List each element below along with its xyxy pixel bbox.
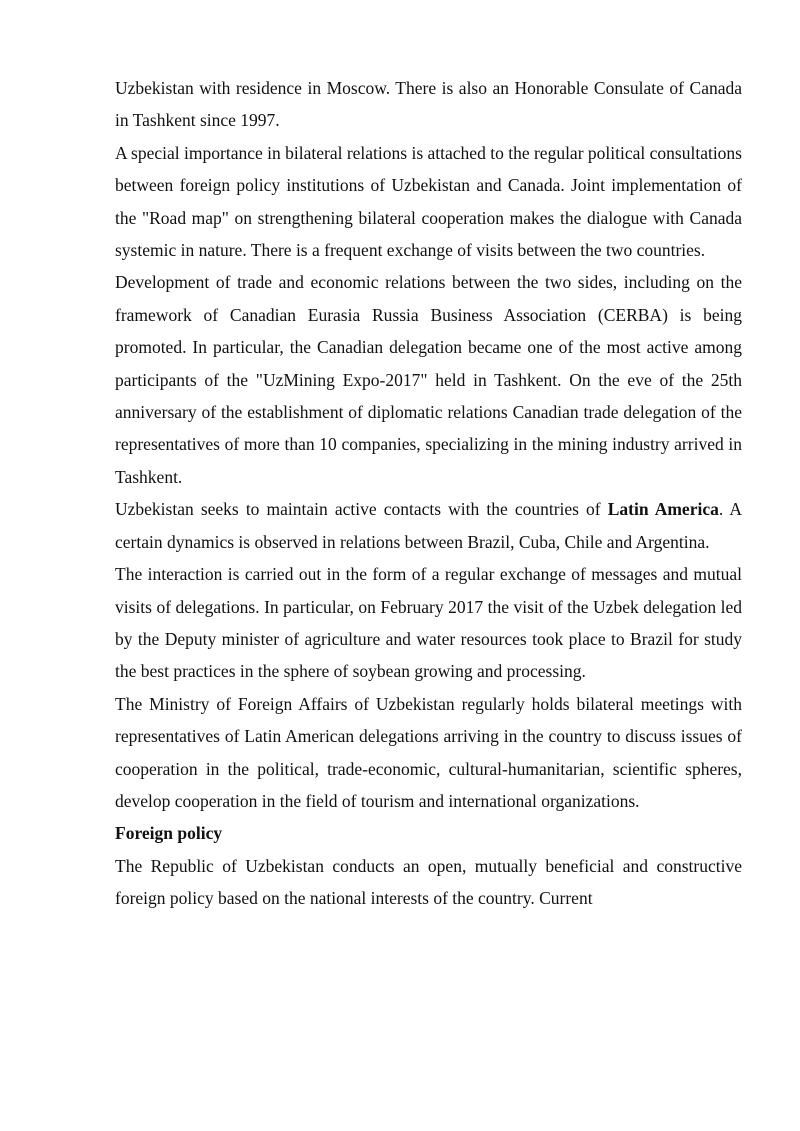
paragraph-political-consultations: A special importance in bilateral relations is attached to the regular political consultations between foreign policy institutions of Uzbekistan and Canada. Joint implementation of the "Road map" on strengthening bilateral cooperation makes the dialogue with Canada systemic in nature. There is a frequent exchange of visits between the two countries. (115, 142, 742, 261)
paragraph-latin-america (115, 493, 742, 558)
document-page (115, 72, 742, 915)
latin-america-rest: . A certain dynamics is observed in relations between Brazil, Cuba, Chile and Argentina. (115, 499, 742, 552)
paragraph-trade-relations: Development of trade and economic relations between the two sides, including on the framework of Canadian Eurasia Russia Business Association (CERBA) is being promoted. In particular, the Canadian delegation became one of the most active among participants of the "UzMining Expo-2017" held in Tashkent. On the eve of the 25th anniversary of the establishment of diplomatic relations Canadian trade delegation of the representatives of more than 10 companies, specializing in the mining industry arrived in Tashkent. (115, 272, 742, 487)
section-heading-foreign-policy: Foreign policy (115, 823, 223, 844)
paragraph-foreign-policy: The Republic of Uzbekistan conducts an open, mutually beneficial and constructive foreign policy based on the national interests of the country. Current (115, 855, 742, 909)
paragraph-canada-consulate: Uzbekistan with residence in Moscow. There is also an Honorable Consulate of Canada in Tashkent since 1997. (115, 78, 742, 131)
paragraph-mfa-meetings: The Ministry of Foreign Affairs of Uzbekistan regularly holds bilateral meetings with representatives of Latin American delegations arriving in the country to discuss issues of cooperation in the political, trade-economic, cultural-humanitarian, scientific spheres, develop cooperation in the field of tourism and international organizations. (115, 693, 742, 811)
latin-america-bold: Latin America (607, 499, 719, 520)
paragraph-delegation-exchange: The interaction is carried out in the form of a regular exchange of messages and mutual visits of delegations. In particular, on February 2017 the visit of the Uzbek delegation led by the Deputy minister of agriculture and water resources took place to Brazil for study the best practices in the sphere of soybean growing and processing. (115, 564, 742, 682)
latin-america-intro: Uzbekistan seeks to maintain active contacts with the countries of (115, 499, 608, 520)
